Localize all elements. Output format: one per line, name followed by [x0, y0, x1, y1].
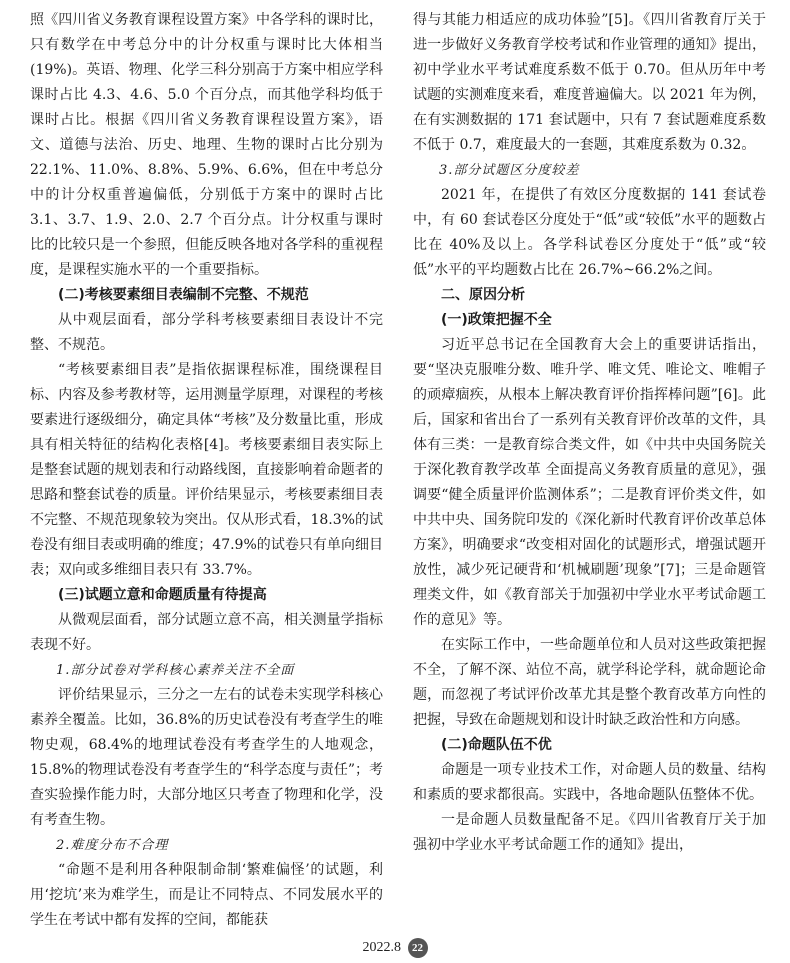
- subsection-heading: 2.难度分布不合理: [56, 838, 169, 853]
- section-heading: 二、原因分析: [441, 287, 525, 303]
- paragraph: 2021 年，在提供了有效区分度数据的 141 套试卷中，有 60 套试卷区分度处于“低”或“较低”水平的题数占比在 40%及以上。各学科试卷区分度处于“低”或“较低”水平的平均题数占比在 26.7%~66.2%之间。: [413, 187, 766, 278]
- paragraph: “考核要素细目表”是指依据课程标准，围绕课程目标、内容及参考教材等，运用测量学原理，对课程的考核要素进行逐级细分，确定具体“考核”及分数量比重，形成具有相关特征的结构化表格[4]。考核要素细目表实际上是整套试题的规划表和行动路线图，直接影响着命题者的思路和整套试卷的质量。评价结果显示，考核要素细目表不完整、不规范现象较为突出。仅从形式看，18.3%的试卷没有细目表或明确的维度；47.9%的试卷只有单向细目表；双向或多维细目表只有 33.7%。: [30, 362, 383, 578]
- section-heading: (一)政策把握不全: [441, 312, 552, 328]
- paragraph: 从中观层面看，部分学科考核要素细目表设计不完整、不规范。: [30, 312, 383, 353]
- section-heading: (二)命题队伍不优: [441, 737, 552, 753]
- page-footer: [0, 938, 790, 958]
- page-number-badge: 22: [408, 938, 428, 958]
- subsection-heading: 1.部分试卷对学科核心素养关注不全面: [56, 663, 295, 678]
- paragraph: 评价结果显示，三分之一左右的试卷未实现学科核心素养全覆盖。比如，36.8%的历史试卷没有考查学生的唯物史观，68.4%的地理试卷没有考查学生的人地观念，15.8%的物理试卷没有考查学生的“科学态度与责任”；考查实验操作能力时，大部分地区只考查了物理和化学，没有考查生物。: [30, 687, 383, 828]
- issue-label: 2022.8: [362, 940, 401, 956]
- section-heading: (二)考核要素细目表编制不完整、不规范: [58, 287, 309, 303]
- paragraph: 照《四川省义务教育课程设置方案》中各学科的课时比，只有数学在中考总分中的计分权重与课时比大体相当(19%)。英语、物理、化学三科分别高于方案中相应学科课时占比 4.3、4.6、5.0 个百分点，而其他学科均低于课时占比。根据《四川省义务教育课程设置方案》，语文、道德与法治、历史、地理、生物的课时占比分别为 22.1%、11.0%、8.8%、5.9%、6.6%，但在中考总分中的计分权重普遍偏低，分别低于方案中的课时占比 3.1、3.7、1.9、2.0、2.7 个百分点。计分权重与课时比的比较只是一个参照，但能反映各地对各学科的重视程度，是课程实施水平的一个重要指标。: [30, 12, 383, 278]
- left-column: [30, 8, 383, 933]
- right-column: [413, 8, 766, 858]
- section-heading: (三)试题立意和命题质量有待提高: [58, 587, 267, 603]
- paragraph: 一是命题人员数量配备不足。《四川省教育厅关于加强初中学业水平考试命题工作的通知》提出，: [413, 812, 766, 853]
- paragraph: 在实际工作中，一些命题单位和人员对这些政策把握不全，了解不深、站位不高，就学科论学科，就命题论命题，而忽视了考试评价改革尤其是整个教育改革方向性的把握，导致在命题规划和设计时缺乏政治性和方向感。: [413, 637, 766, 728]
- paragraph: “命题不是利用各种限制命制‘繁难偏怪’的试题，利用‘挖坑’来为难学生，而是让不同特点、不同发展水平的学生在考试中都有发挥的空间，都能获: [30, 862, 383, 928]
- paragraph: 习近平总书记在全国教育大会上的重要讲话指出，要“坚决克服唯分数、唯升学、唯文凭、唯论文、唯帽子的顽瘴痼疾，从根本上解决教育评价指挥棒问题”[6]。此后，国家和省出台了一系列有关教育评价改革的文件，具体有三类：一是教育综合类文件，如《中共中央国务院关于深化教育教学改革 全面提高义务教育质量的意见》，强调要“健全质量评价监测体系”；二是教育评价类文件，如中共中央、国务院印发的《深化新时代教育评价改革总体方案》，明确要求“改变相对固化的试题形式，增强试题开放性，减少死记硬背和‘机械刷题’现象”[7]；三是命题管理类文件，如《教育部关于加强初中学业水平考试命题工作的意见》等。: [413, 337, 766, 628]
- subsection-heading: 3.部分试题区分度较差: [439, 163, 580, 178]
- paragraph: 从微观层面看，部分试题立意不高，相关测量学指标表现不好。: [30, 612, 383, 653]
- paragraph: 命题是一项专业技术工作，对命题人员的数量、结构和素质的要求都很高。实践中，各地命题队伍整体不优。: [413, 762, 766, 803]
- paragraph: 得与其能力相适应的成功体验”[5]。《四川省教育厅关于进一步做好义务教育学校考试和作业管理的通知》提出，初中学业水平考试难度系数不低于 0.70。但从历年中考试题的实测难度来看，难度普遍偏大。以 2021 年为例，在有实测数据的 171 套试题中，只有 7 套试题难度系数不低于 0.7，难度最大的一套题，其难度系数为 0.32。: [413, 12, 766, 153]
